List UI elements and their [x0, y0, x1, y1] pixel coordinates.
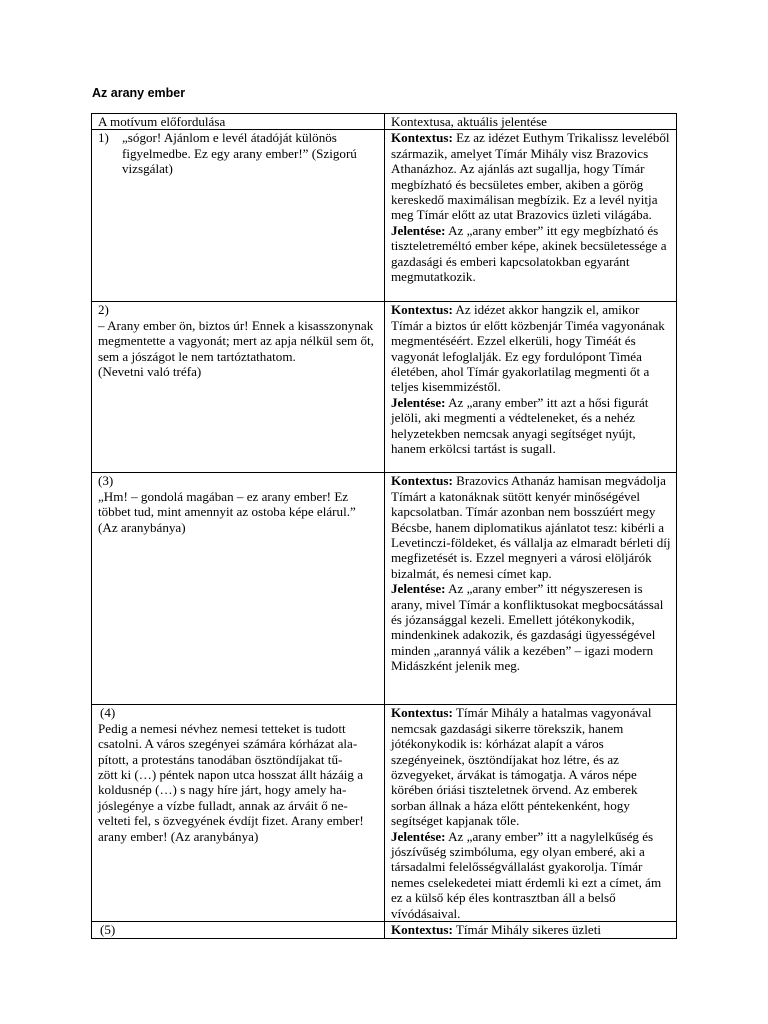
context-paragraph	[391, 130, 672, 222]
context-label: Kontextus:	[391, 130, 453, 146]
context-paragraph	[391, 922, 672, 937]
table-row	[92, 922, 677, 938]
meaning-text: Az „arany ember” itt négyszeresen is arany, mivel Tímár a konfliktusokat megbocsátással és józansággal kezeli. Emellett jótékonykodik, mindenkinek adakozik, és gazdasági ügyességével minden „arannyá válik a kezében” – igazi modern Midászként jelenik meg.	[391, 581, 664, 674]
header-context: Kontextusa, aktuális jelentése	[385, 114, 677, 130]
source-text: (Nevetni való tréfa)	[98, 364, 202, 380]
motif-table	[91, 113, 677, 939]
context-paragraph	[391, 302, 672, 394]
row-number: 1)	[98, 130, 109, 146]
meaning-paragraph	[391, 223, 672, 285]
quote-line: jóslegénye a vízbe fulladt, annak az árváit ő ne-	[98, 797, 348, 813]
quote-line: zött ki (…) péntek napon utca hosszat állt házáig a koldusnép (…) s nagy híre járt, hogy amely ha-	[98, 767, 364, 798]
meaning-label: Jelentése:	[391, 581, 446, 597]
document-title: Az arany ember	[92, 86, 186, 100]
quote-line: pított, a protestáns tanodában ösztöndíjakat tű-	[98, 751, 343, 767]
occurrence-cell	[92, 473, 385, 705]
context-cell	[385, 302, 677, 473]
meaning-paragraph	[391, 829, 672, 921]
context-cell	[385, 705, 677, 922]
context-text: Ez az idézet Euthym Trikalissz leveléből származik, amelyet Tímár Mihály visz Brazovics Athanázhoz. Az ajánlás azt sugallja, hogy Tímár megbízható és becsületes ember, akiben a görög kereskedő maximálisan megbízik. Ez a levél nyitja meg Tímár előtt az utat Brazovics üzleti világába.	[391, 130, 670, 223]
occurrence-cell	[92, 302, 385, 473]
table-row	[92, 705, 677, 922]
meaning-label: Jelentése:	[391, 394, 446, 410]
context-cell	[385, 130, 677, 302]
row-number: (3)	[98, 473, 114, 489]
context-label: Kontextus:	[391, 705, 453, 721]
quote-text: – Arany ember ön, biztos úr! Ennek a kisasszonynak megmentette a vagyonát; mert az apja nélkül sem őt, sem a jószágot le nem tartóztathatom.	[98, 317, 374, 364]
context-text: Tímár Mihály a hatalmas vagyonával nemcsak gazdasági sikerre törekszik, hanem jótékonykodik is: kórházat alapít a város szegényeinek, ösztöndíjakat hoz létre, és az özvegyeket, árvákat is támogatja. A város népe körében óriási tiszteletnek örvend. Az emberek sorban állnak a háza előtt péntekenként, hogy segítséget kapjanak tőle.	[391, 705, 652, 829]
context-text: Brazovics Athanáz hamisan megvádolja Tímárt a katonáknak sütött kenyér minőségével kapcsolatban. Tímár azonban nem bosszúért megy Bécsbe, hanem diplomatikus ajánlatot tesz: kibérli a Levetinczi-földeket, és vállalja az elmaradt bérleti díj megfizetését is. Ezzel megnyeri a városi elöljárók bizalmát, és nemesi címet kap.	[391, 473, 671, 581]
quote-1	[98, 130, 380, 176]
meaning-text: Az „arany ember” itt a nagylelkűség és jószívűség szimbóluma, egy olyan emberé, aki a társadalmi felelősségvállalást gyakorolja. Tímár nemes cselekedetei miatt érdemli ki ezt a címet, ám ez a külső kép éles kontrasztban áll a belső vívódásaival.	[391, 828, 662, 921]
table-header-row	[92, 114, 677, 130]
context-label: Kontextus:	[391, 473, 453, 489]
quote-text: „sógor! Ajánlom e levél átadóját különös figyelmedbe. Ez egy arany ember!” (Szigorú vizsgálat)	[122, 130, 357, 177]
quote-line: velteti fel, s özvegyének évdíjt fizet. Arany ember!	[98, 813, 364, 829]
header-occurrence: A motívum előfordulása	[92, 114, 385, 130]
occurrence-cell	[92, 705, 385, 922]
meaning-paragraph	[391, 395, 672, 457]
context-text: Az idézet akkor hangzik el, amikor Tímár a biztos úr előtt közbenjár Timéa vagyonának megmentéséért. Ezzel elkerüli, hogy Timéát és vagyonát lefoglalják. Ez egy fordulópont Timéa életében, ahol Tímár gyakorlatilag megmenti őt a teljes kisemmizéstől.	[391, 302, 665, 395]
context-paragraph	[391, 705, 672, 828]
meaning-paragraph	[391, 581, 672, 673]
context-cell	[385, 473, 677, 705]
meaning-label: Jelentése:	[391, 222, 446, 238]
quote-line: Pedig a nemesi névhez nemesi tetteket is tudott csatolni. A város szegényei számára kórházat ala-	[98, 720, 358, 752]
row-number: (4)	[100, 705, 116, 721]
table-row	[92, 130, 677, 302]
context-label: Kontextus:	[391, 302, 453, 318]
context-cell	[385, 922, 677, 938]
meaning-text: Az „arany ember” itt egy megbízható és tiszteletreméltó ember képe, akinek becsületessége a gazdasági és emberi kapcsolatokban egyaránt megmutatkozik.	[391, 222, 667, 285]
meaning-label: Jelentése:	[391, 828, 446, 844]
context-text: Tímár Mihály sikeres üzleti	[455, 922, 601, 938]
meaning-text: Az „arany ember” itt azt a hősi figurát jelöli, aki megmenti a védteleneket, és a nehéz helyzetekben nemcsak anyagi segítséget nyújt, hanem erkölcsi tartást is sugall.	[391, 394, 649, 457]
table-row	[92, 302, 677, 473]
source-text: (Az aranybánya)	[98, 519, 186, 535]
quote-line: arany ember! (Az aranybánya)	[98, 828, 259, 844]
row-number: (5)	[100, 922, 116, 938]
row-number: 2)	[98, 302, 109, 318]
context-paragraph	[391, 473, 672, 581]
context-label: Kontextus:	[391, 922, 453, 938]
occurrence-cell	[92, 130, 385, 302]
table-row	[92, 473, 677, 705]
occurrence-cell	[92, 922, 385, 938]
quote-text: „Hm! – gondolá magában – ez arany ember! Ez többet tud, mint amennyit az ostoba képe elárul.”	[98, 488, 356, 520]
